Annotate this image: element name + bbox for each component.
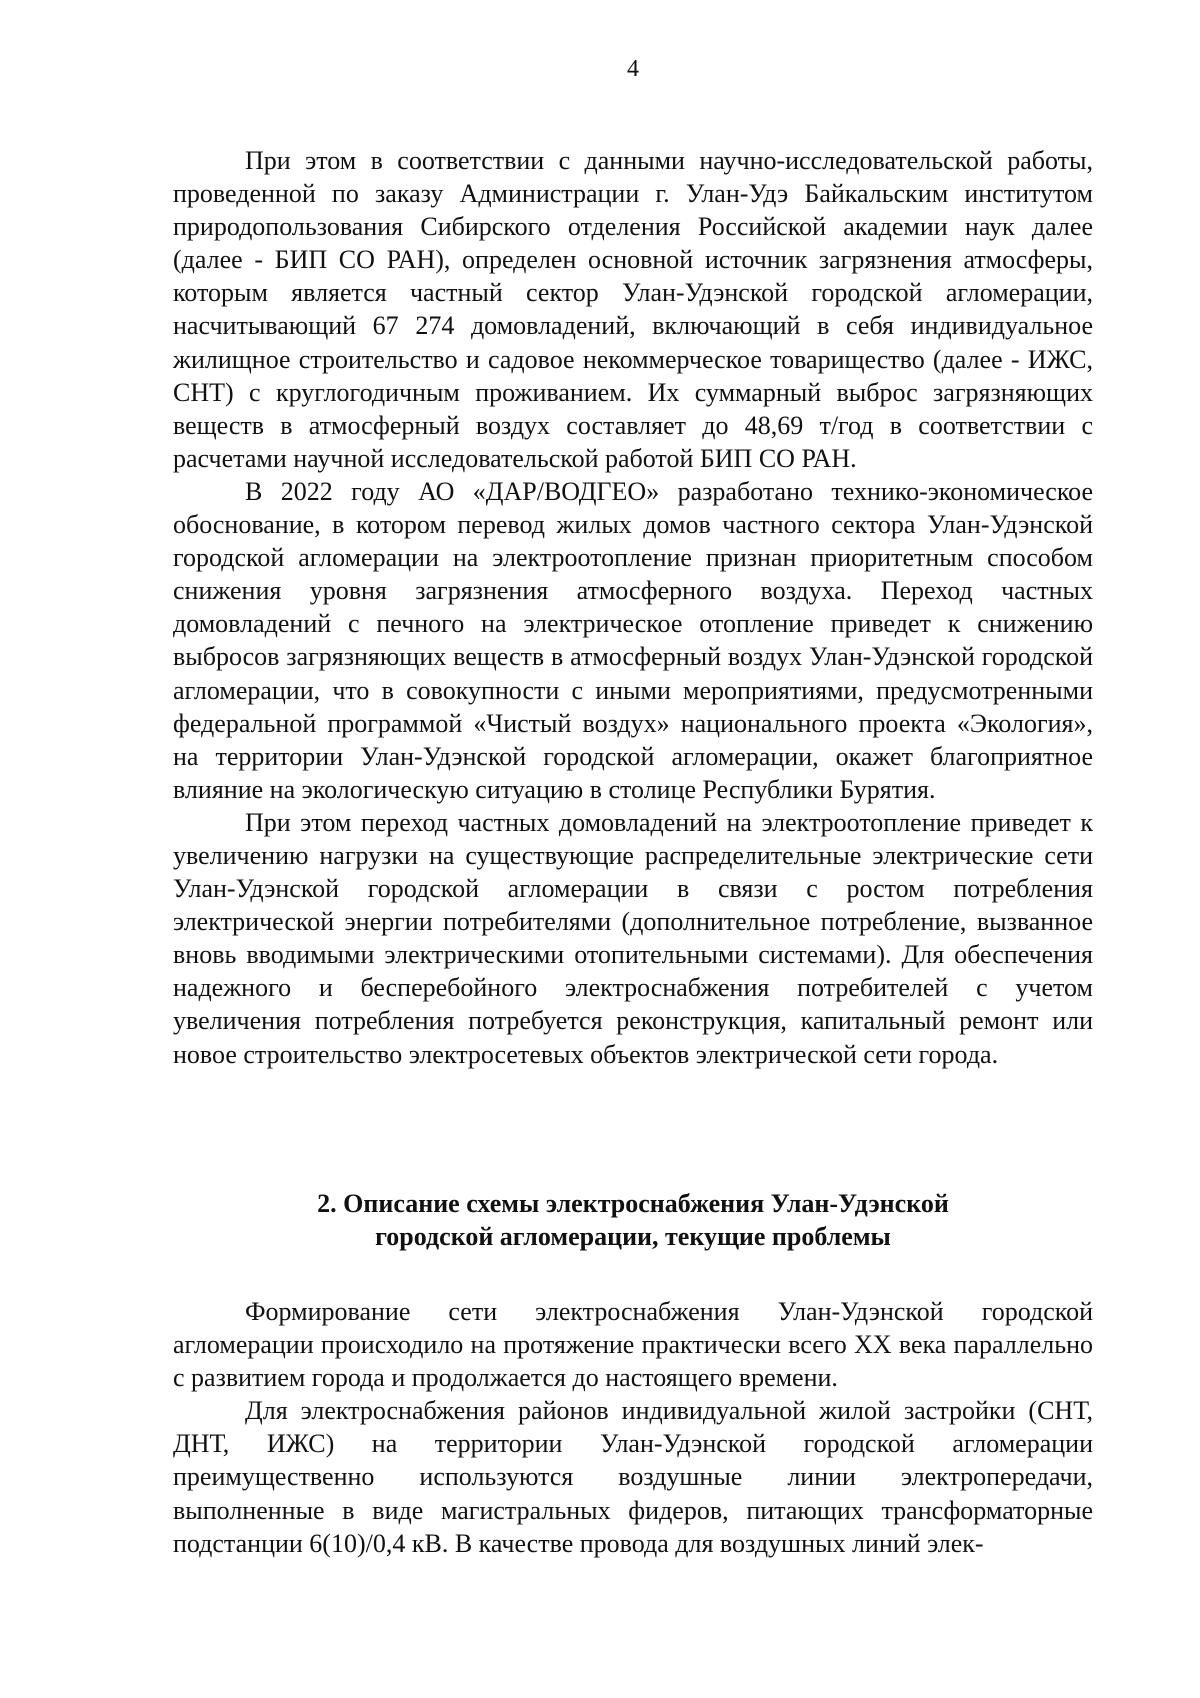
paragraph: В 2022 году АО «ДАР/ВОДГЕО» разработано технико-экономическое обоснование, в котором перевод жилых домов частного сектора Улан-Удэнской городской агломерации на электроотопление признан приоритетным способом снижения уровня загрязнения атмосферного воздуха. Переход частных домовладений с печного на электрическое отопление приведет к снижению выбросов загрязняющих веществ в атмосферный воздух Улан-Удэнской городской агломерации, что в совокупности с иными мероприятиями, предусмотренными федеральной программой «Чистый воздух» национального проекта «Экология», на территории Улан-Удэнской городской агломерации, окажет благоприятное влияние на экологическую ситуацию в столице Республики Бурятия. — [173, 476, 1093, 804]
paragraph: При этом переход частных домовладений на электроотопление приведет к увеличению нагрузки на существующие распределительные электрические сети Улан-Удэнской городской агломерации в связи с ростом потребления электрической энергии потребителями (дополнительное потребление, вызванное вновь вводимыми электрическими отопительными системами). Для обеспечения надежного и бесперебойного электроснабжения потребителей с учетом увеличения потребления потребуется реконструкция, капитальный ремонт или новое строительство электросетевых объектов электрической сети города. — [173, 807, 1093, 1069]
intro-text — [173, 144, 1093, 1071]
page-number: 4 — [627, 56, 639, 82]
paragraph: Для электроснабжения районов индивидуальной жилой застройки (СНТ, ДНТ, ИЖС) на территории Улан-Удэнской городской агломерации преимущественно используются воздушные линии электропередачи, выполненные в виде магистральных фидеров, питающих трансформаторные подстанции 6(10)/0,4 кВ. В качестве провода для воздушных линий элек- — [173, 1396, 1093, 1558]
section-heading-line: 2. Описание схемы электроснабжения Улан-Удэнской — [317, 1189, 949, 1218]
paragraph: При этом в соответствии с данными научно-исследовательской работы, проведенной по заказу Администрации г. Улан-Удэ Байкальским институтом природопользования Сибирского отделения Российской академии наук далее (далее - БИП СО РАН), определен основной источник загрязнения атмосферы, которым является частный сектор Улан-Удэнской городской агломерации, насчитывающий 67 274 домовладений, включающий в себя индивидуальное жилищное строительство и садовое некоммерческое товарищество (далее - ИЖС, СНТ) с круглогодичным проживанием. Их суммарный выброс загрязняющих веществ в атмосферный воздух составляет до 48,69 т/год в соответствии с расчетами научной исследовательской работой БИП СО РАН. — [173, 146, 1093, 473]
paragraph: Формирование сети электроснабжения Улан-Удэнской городской агломерации происходило на протяжение практически всего XX века параллельно с развитием города и продолжается до настоящего времени. — [173, 1297, 1093, 1393]
section-text — [173, 1295, 1093, 1560]
section-heading — [173, 1187, 1093, 1253]
section-heading-line: городской агломерации, текущие проблемы — [375, 1222, 891, 1251]
